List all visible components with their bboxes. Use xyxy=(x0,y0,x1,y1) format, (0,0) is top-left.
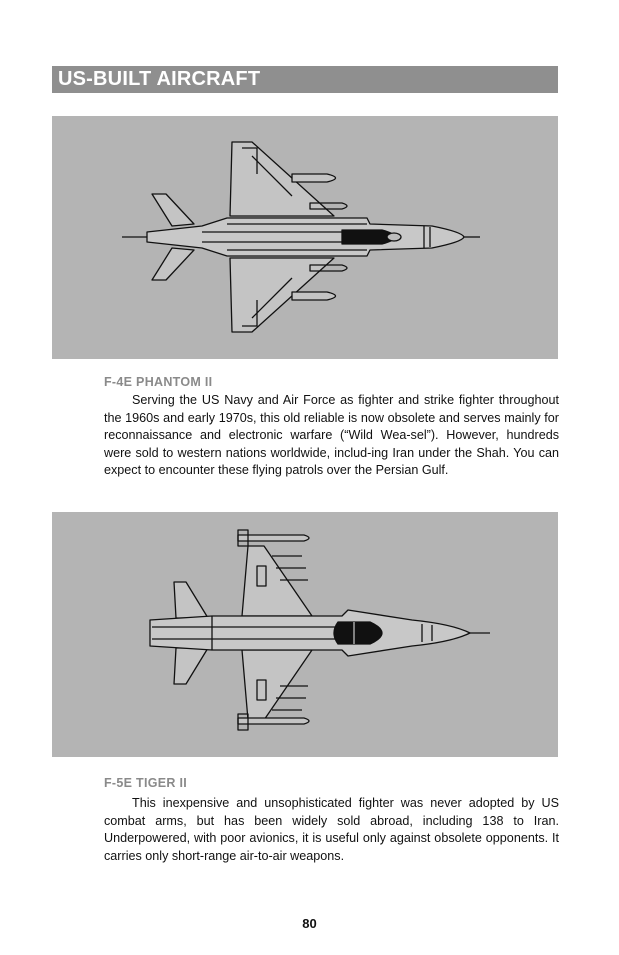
section-heading-f5e: F-5E TIGER II xyxy=(104,776,188,790)
section-heading-f4e: F-4E PHANTOM II xyxy=(104,375,213,389)
f4e-phantom-drawing xyxy=(52,116,558,359)
page-title: US-BUILT AIRCRAFT xyxy=(58,68,261,90)
section-header-bar xyxy=(52,66,558,93)
f4e-phantom-illustration xyxy=(52,116,558,359)
page-number: 80 xyxy=(302,916,317,931)
f5e-tiger-illustration xyxy=(52,512,558,757)
section-body-f5e: This inexpensive and unsophisticated fighter was never adopted by US combat arms, but has been widely sold abroad, including 138 to Iran. Underpowered, with poor avionics, it is useful only against obsolete opponents. It carries only short-range air-to-air weapons. xyxy=(104,796,559,863)
section-body-f4e: Serving the US Navy and Air Force as fighter and strike fighter throughout the 1960s and early 1970s, this old reliable is now obsolete and serves mainly for reconnaissance and electronic warfare (“Wild Wea-sel”). However, hundreds were sold to western nations worldwide, includ-ing Iran under the Shah. You can expect to encounter these flying patrols over the Persian Gulf. xyxy=(104,393,559,477)
f5e-tiger-drawing xyxy=(52,512,558,757)
